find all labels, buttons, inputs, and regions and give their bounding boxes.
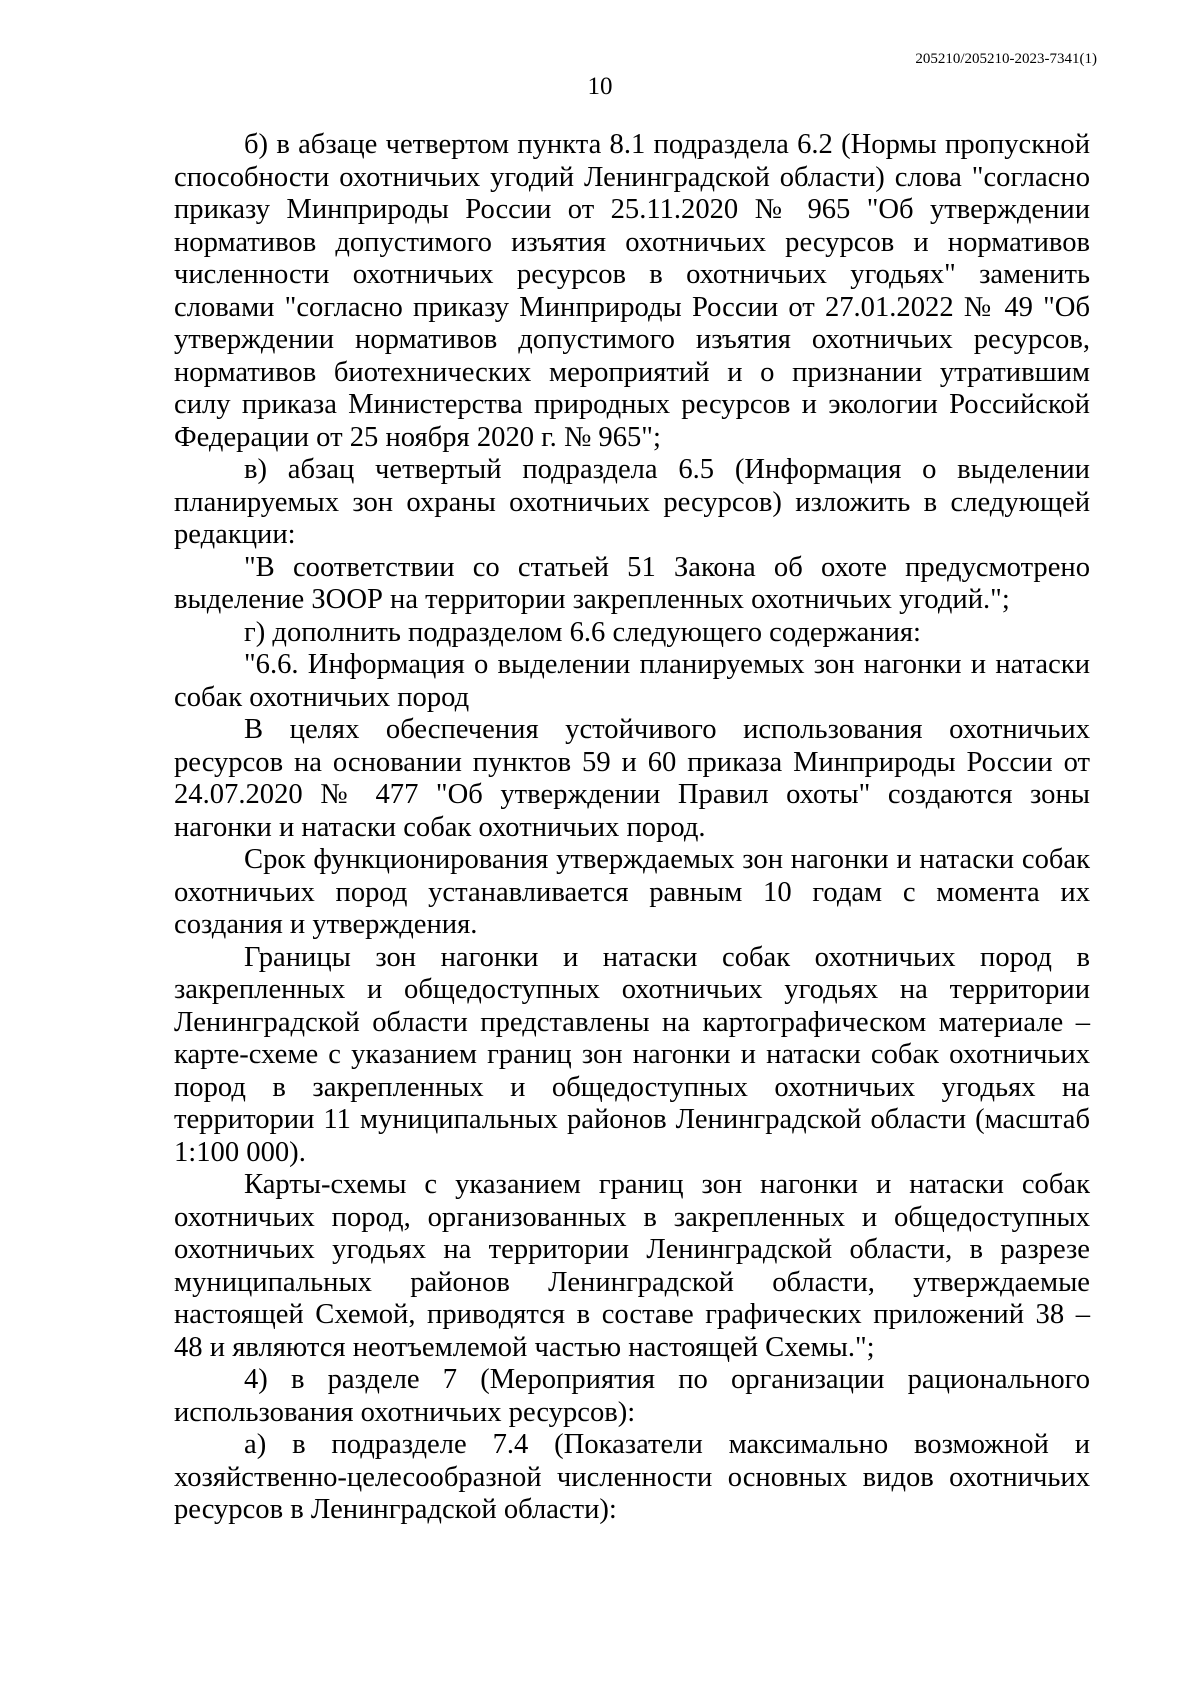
paragraph-quoted-article-51: "В соответствии со статьей 51 Закона об охоте предусмотрено выделение ЗООР на территории закрепленных охотничьих угодий."; <box>174 551 1090 615</box>
subsection-6-6-heading: "6.6. Информация о выделении планируемых зон нагонки и натаски собак охотничьих пород <box>174 649 1090 713</box>
paragraph-v-protection-zones: в) абзац четвертый подраздела 6.5 (Информация о выделении планируемых зон охраны охотничьих ресурсов) изложить в следующей редакции: <box>174 454 1090 550</box>
paragraph-zones-term: Срок функционирования утверждаемых зон нагонки и натаски собак охотничьих пород устанавливается равным 10 годам с момента их создания и утверждения. <box>174 844 1090 940</box>
paragraph-zones-boundaries: Границы зон нагонки и натаски собак охотничьих пород в закрепленных и общедоступных охотничьих угодьях на территории Ленинградской области представлены на картографическом материале – карте-схеме с указанием границ зон нагонки и натаски собак охотничьих пород в закрепленных и общедоступных охотничьих угодьях на территории 11 муниципальных районов Ленинградской области (масштаб 1:100 000). <box>174 941 1090 1168</box>
paragraph-a-subsection-7-4: а) в подразделе 7.4 (Показатели максимально возможной и хозяйственно-целесообразной численности основных видов охотничьих ресурсов в Ленинградской области): <box>174 1429 1090 1525</box>
paragraph-g-add-subsection: г) дополнить подразделом 6.6 следующего содержания: <box>244 616 922 648</box>
document-body <box>174 129 1090 1527</box>
page-number: 10 <box>587 73 613 100</box>
paragraph-dog-training-zones-basis: В целях обеспечения устойчивого использования охотничьих ресурсов на основании пунктов 59 и 60 приказа Минприроды России от 24.07.2020 № 477 "Об утверждении Правил охоты" создаются зоны нагонки и натаски собак охотничьих пород. <box>174 714 1090 843</box>
paragraph-map-schemes: Карты-схемы с указанием границ зон нагонки и натаски собак охотничьих пород, организованных в закрепленных и общедоступных охотничьих угодьях на территории Ленинградской области, в разрезе муниципальных районов Ленинградской области, утверждаемые настоящей Схемой, приводятся в составе графических приложений 38 – 48 и являются неотъемлемой частью настоящей Схемы."; <box>174 1169 1090 1363</box>
document-number: 205210/205210-2023-7341(1) <box>915 51 1097 67</box>
paragraph-4-section-7: 4) в разделе 7 (Мероприятия по организации рационального использования охотничьих ресурсов): <box>174 1364 1090 1428</box>
paragraph-b-hunting-capacity-norms: б) в абзаце четвертом пункта 8.1 подраздела 6.2 (Нормы пропускной способности охотничьих угодий Ленинградской области) слова "согласно приказу Минприроды России от 25.11.2020 № 965 "Об утверждении нормативов допустимого изъятия охотничьих ресурсов и нормативов численности охотничьих ресурсов в охотничьих угодьях" заменить словами "согласно приказу Минприроды России от 27.01.2022 № 49 "Об утверждении нормативов допустимого изъятия охотничьих ресурсов, нормативов биотехнических мероприятий и о признании утратившим силу приказа Министерства природных ресурсов и экологии Российской Федерации от 25 ноября 2020 г. № 965"; <box>174 129 1090 453</box>
